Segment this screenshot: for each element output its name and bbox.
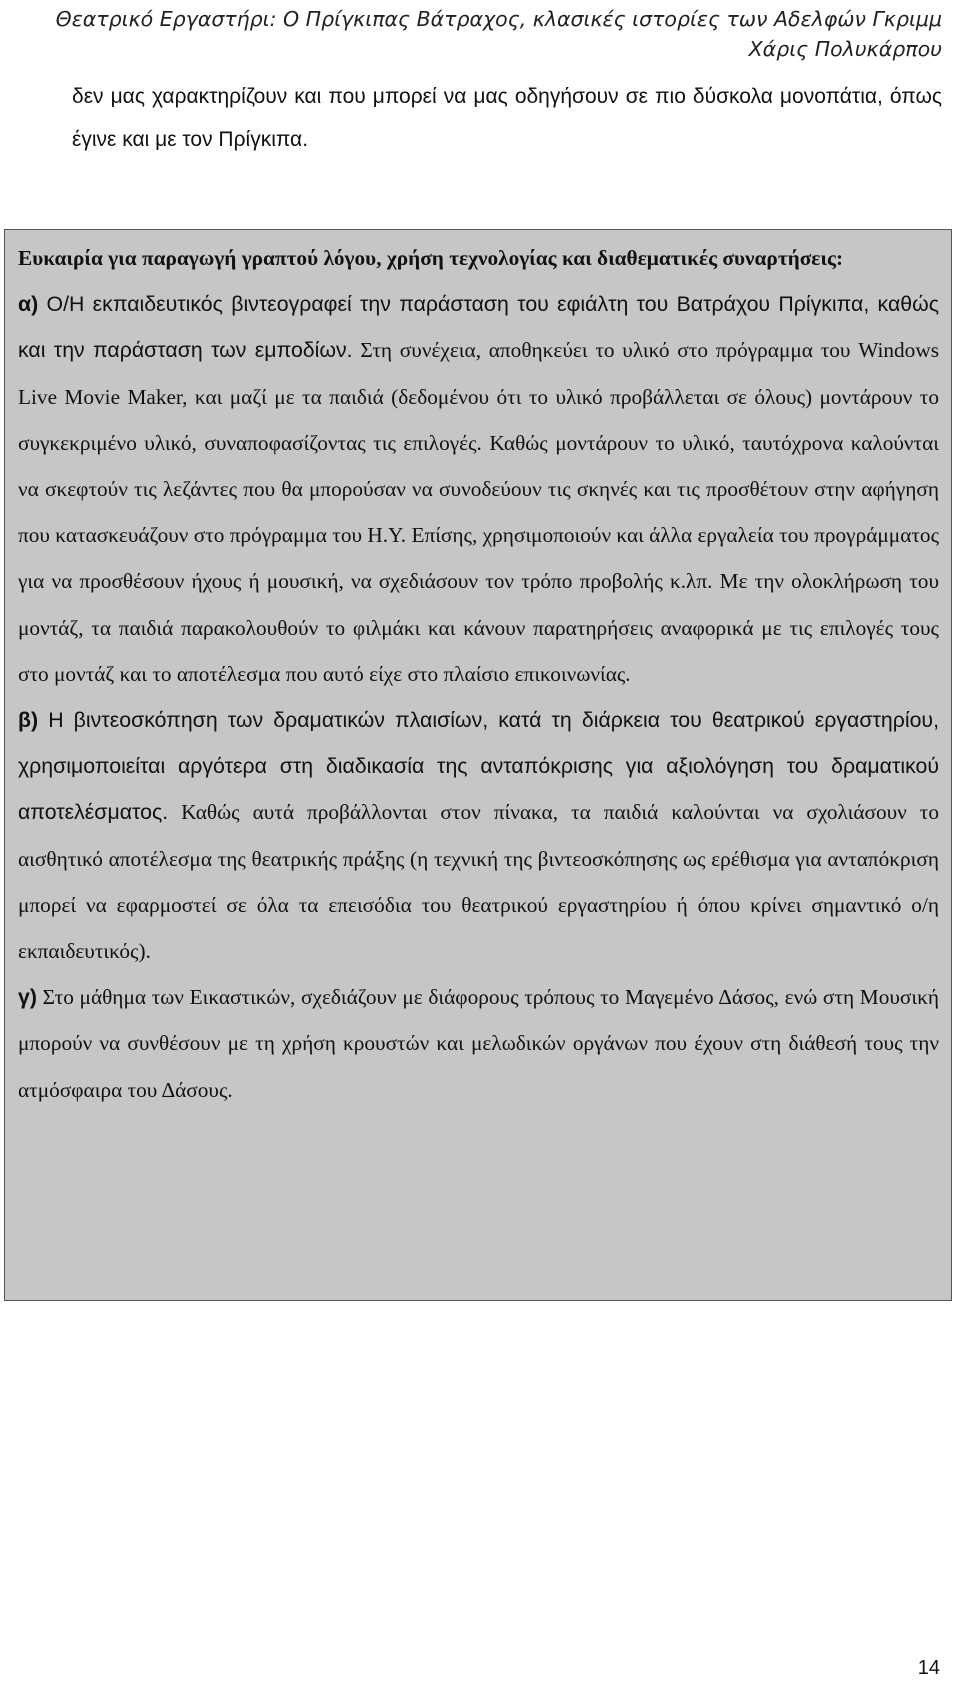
activity-box	[4, 229, 952, 1301]
page-number: 14	[917, 1657, 940, 1679]
paragraph-a-text-2: Στη συνέχεια, αποθηκεύει το υλικό στο πρόγραμμα του Windows Live Movie Maker, και μαζί με τα παιδιά (δεδομένου ότι το υλικό προβάλλεται σε όλους) μοντάρουν το συγκεκριμένο υλικό, συναποφασίζοντας τις επιλογές. Καθώς μοντάρουν το υλικό, ταυτόχρονα καλούνται να σκεφτούν τις λεζάντες που θα μπορούσαν να συνοδεύουν τις σκηνές και τις προσθέτουν στην αφήγηση που κατασκευάζουν στο πρόγραμμα του Η.Υ. Επίσης, χρησιμοποιούν και άλλα εργαλεία του προγράμματος για να προσθέσουν ήχους ή μουσική, να σχεδιάσουν τον τρόπο προβολής κ.λπ. Με την ολοκλήρωση του μοντάζ, τα παιδιά παρακολουθούν το φιλμάκι και κάνουν παρατηρήσεις αναφορικά με τις επιλογές τους στο μοντάζ και το αποτέλεσμα που αυτό είχε στο πλαίσιο επικοινωνίας.	[18, 338, 940, 686]
paragraph-c-text: Στο μάθημα των Εικαστικών, σχεδιάζουν με διάφορους τρόπους το Μαγεμένο Δάσος, ενώ στη Μουσική μπορούν να συνθέσουν με τη χρήση κρουστών και μελωδικών οργάνων που έχουν στη διάθεσή τους την ατμόσφαιρα του Δάσους.	[18, 985, 939, 1102]
paragraph-c	[18, 974, 939, 1113]
paragraph-b	[18, 697, 939, 974]
paragraph-a-text-1: Ο/Η εκπαιδευτικός βιντεογραφεί την παράσταση του εφιάλτη του Βατράχου Πρίγκιπα, καθώς και την παράσταση των εμποδίων.	[18, 292, 939, 363]
page-header	[42, 4, 942, 64]
header-author: Χάρις Πολυκάρπου	[748, 37, 942, 61]
paragraph-b-text-1: Η βιντεοσκόπηση των δραματικών πλαισίων, κατά τη διάρκεια του θεατρικού εργαστηρίου, χρησιμοποιείται αργότερα στη διαδικασία της ανταπόκρισης για αξιολόγηση του δραματικού αποτελέσματος.	[18, 708, 939, 825]
header-title: Θεατρικό Εργαστήρι: Ο Πρίγκιπας Βάτραχος, κλασικές ιστορίες των Αδελφών Γκριμμ	[55, 7, 942, 31]
paragraph-b-text-2: Καθώς αυτά προβάλλονται στον πίνακα, τα παιδιά καλούνται να σχολιάσουν το αισθητικό αποτέλεσμα της θεατρικής πράξης (η τεχνική της βιντεοσκόπησης ως ερέθισμα για ανταπόκριση μπορεί να εφαρμοστεί σε όλα τα επεισόδια του θεατρικού εργαστηρίου ή όπου κρίνει σημαντικό ο/η εκπαιδευτικός).	[18, 800, 939, 964]
intro-text: δεν μας χαρακτηρίζουν και που μπορεί να μας οδηγήσουν σε πιο δύσκολα μονοπάτια, όπως έγινε και με τον Πρίγκιπα.	[72, 85, 942, 151]
paragraph-b-label: β)	[18, 708, 39, 733]
intro-paragraph	[72, 75, 942, 161]
paragraph-a-label: α)	[18, 292, 39, 317]
paragraph-a	[18, 281, 939, 697]
box-title: Ευκαιρία για παραγωγή γραπτού λόγου, χρήση τεχνολογίας και διαθεματικές συναρτήσεις:	[18, 246, 844, 270]
paragraph-c-label: γ)	[18, 985, 37, 1010]
